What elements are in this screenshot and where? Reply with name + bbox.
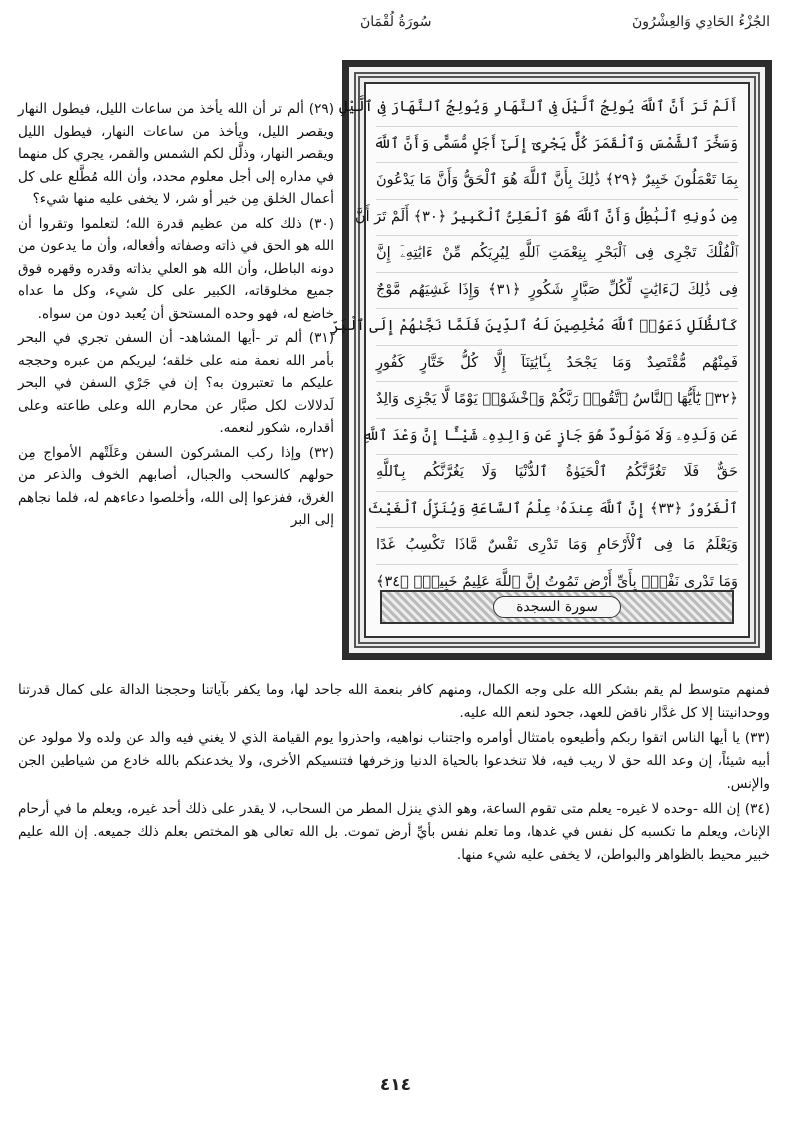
next-surah-title: سورة السجدة: [493, 596, 621, 618]
quran-line: حَقٌّ فَلَا تَغُرَّنَّكُمُ ٱلْحَيَوٰةُ ٱلدُّنْيَا وَلَا يَغُرَّنَّكُم بِٱللَّهِ: [376, 455, 738, 492]
quran-verses: [330, 84, 748, 600]
page-header: [20, 14, 770, 44]
ornamental-border: [330, 72, 760, 648]
commentary-paragraph: (٣١) ألم تر -أيها المشاهد- أن السفن تجري في البحر بأمر الله نعمة منه على خلقه؛ ليريكم من عبره وحججه عليكم ما تعتبرون به؟ إن في جَرْي السفن في البحر لَدلالات لكل صبَّار عن محارم الله وعلى طاعته وعلى أقداره، شكور لنعمه.: [18, 330, 334, 436]
commentary-paragraph: (٣٤) إن الله -وحده لا غيره- يعلم متى تقوم الساعة، وهو الذي ينزل المطر من السحاب، لا يقدر على ذلك أحد غيره، ويعلم ما في أرحام الإناث، ويعلم ما تكسبه كل نفس في غدها، وما تعلم نفس بأيِّ أرض تموت. بل الله تعالى هو المختص بعلم ذلك جميعه. إن الله عليم خبير محيط بالظواهر والبواطن، لا يخفى عليه شيء منها.: [18, 801, 770, 863]
quran-line: فِى ذَٰلِكَ لَءَايَٰتٍ لِّكُلِّ صَبَّارٍ شَكُورٍ ﴿٣١﴾ وَإِذَا غَشِيَهُم مَّوْجٌ: [376, 273, 738, 310]
quran-line: ٱلْفُلْكَ تَجْرِى فِى ٱلْبَحْرِ بِنِعْمَتِ ٱللَّهِ لِيُرِيَكُم مِّنْ ءَايَٰتِهِۦٓ إِنَّ: [376, 236, 738, 273]
juz-title: الجُزْءُ الحَادِي وَالعِشْرُونَ: [632, 14, 770, 30]
commentary-side-column: [18, 98, 334, 534]
quran-line: وَيَعْلَمُ مَا فِى ٱلْأَرْحَامِ وَمَا تَدْرِى نَفْسٌ مَّاذَا تَكْسِبُ غَدًا: [376, 528, 738, 565]
surah-banner: [380, 590, 734, 624]
quran-line: مِن دُونِهِ ٱلْبَٰطِلُ وَأَنَّ ٱللَّهَ هُوَ ٱلْعَلِىُّ ٱلْكَبِيرُ ﴿٣٠﴾ أَلَمْ تَرَ أَنَّ: [376, 200, 738, 237]
surah-title: سُورَةُ لُقْمَانَ: [360, 14, 432, 30]
quran-line: وَسَخَّرَ ٱلشَّمْسَ وَٱلْقَمَرَ كُلٌّ يَجْرِىٓ إِلَىٰٓ أَجَلٍ مُّسَمًّى وَأَنَّ ٱللَّهَ: [376, 127, 738, 164]
commentary-paragraph: فمنهم متوسط لم يقم بشكر الله على وجه الكمال، ومنهم كافر بنعمة الله جاحد لها، وما يكفر بآياتنا وحججنا الدالة على كمال قدرتنا ووحدانيتنا إلا كل غدَّار ناقض للعهد، جحود لنعم الله عليه.: [18, 682, 770, 721]
quran-line: بِمَا تَعْمَلُونَ خَبِيرٌ ﴿٢٩﴾ ذَٰلِكَ بِأَنَّ ٱللَّهَ هُوَ ٱلْحَقُّ وَأَنَّ مَا يَدْعُونَ: [376, 163, 738, 200]
quran-text-frame: [330, 60, 772, 660]
quran-line: كَٱلظُّلَلِ دَعَوُا۟ ٱللَّهَ مُخْلِصِينَ لَهُ ٱلدِّينَ فَلَمَّا نَجَّىٰهُمْ إِلَى ٱلْبَرِّ: [376, 309, 738, 346]
quran-line: وَمَا تَدْرِى نَفْسٌۢ بِأَىِّ أَرْضٍ تَمُوتُ إِنَّ ٱللَّهَ عَلِيمٌ خَبِيرٌۢ ﴿٣٤﴾: [376, 573, 738, 590]
commentary-bottom-block: [18, 679, 770, 869]
quran-text-panel: [330, 82, 750, 638]
quran-line: عَن وَلَدِهِۦ وَلَا مَوْلُودٌ هُوَ جَازٍ عَن وَالِدِهِۦ شَيْـًٔا إِنَّ وَعْدَ ٱللَّهِ: [376, 419, 738, 456]
commentary-paragraph: (٣٠) ذلك كله من عظيم قدرة الله؛ لتعلموا وتقروا أن الله هو الحق في ذاته وصفاته وأفعاله، وأن ما يدعون من دونه الباطل، وأن الله هو العلي بذاته وقدره وقهره فوق جميع مخلوقاته، الكبير على كل شيء، وكل ما عداه خاضع له، فهو وحده المستحق أن يُعبد دون من سواه.: [18, 215, 334, 322]
quran-line: فَمِنْهُم مُّقْتَصِدٌ وَمَا يَجْحَدُ بِـَٔايَٰتِنَآ إِلَّا كُلُّ خَتَّارٍ كَفُورٍ: [376, 346, 738, 383]
page-number: ٤١٤: [379, 1075, 412, 1095]
commentary-paragraph: (٢٩) ألم تر أن الله يأخذ من ساعات الليل، فيطول النهار ويقصر الليل، ويأخذ من ساعات النهار، فيطول الليل ويقصر النهار، وذلَّل لكم الشمس والقمر، يجري كل منهما في مداره إلى أجل معلوم محدد، وأن الله مُطَّلع على كل أعمال الخلق مِن خير أو شر، لا يخفى عليه منها شيء؟: [18, 101, 334, 207]
commentary-paragraph: (٣٢) وإذا ركب المشركون السفن وعَلَتْهم الأمواج مِن حولهم كالسحب والجبال، أصابهم الخوف والذعر من الغرق، ففزعوا إلى الله، وأخلصوا دعاءهم له، فلما نجاهم إلى البر: [18, 444, 334, 528]
quran-line: أَلَمْ تَرَ أَنَّ ٱللَّهَ يُولِجُ ٱلَّيْلَ فِى ٱلنَّهَارِ وَيُولِجُ ٱلنَّهَارَ فِى ٱلَّيْلِ: [376, 90, 738, 127]
commentary-paragraph: (٣٣) يا أيها الناس اتقوا ربكم وأطيعوه بامتثال أوامره واجتناب نواهيه، واحذروا يوم القيامة الذي لا يغني فيه والد عن ولده ولا مولود عن أبيه شيئاً، إن وعد الله حق لا ريب فيه، فلا تنخدعوا بالحياة الدنيا وزخرفها فتنسيكم الأخرى، ولا يخدعنكم بالله خادع من شياطين الجن والإنس.: [18, 730, 770, 792]
quran-line: ﴿٣٢﴾ يَٰٓأَيُّهَا ٱلنَّاسُ ٱتَّقُوا۟ رَبَّكُمْ وَٱخْشَوْا۟ يَوْمًا لَّا يَجْزِى وَالِدٌ: [376, 382, 738, 419]
quran-line: ٱلْغَرُورُ ﴿٣٣﴾ إِنَّ ٱللَّهَ عِندَهُۥ عِلْمُ ٱلسَّاعَةِ وَيُنَزِّلُ ٱلْغَيْثَ: [376, 492, 738, 529]
